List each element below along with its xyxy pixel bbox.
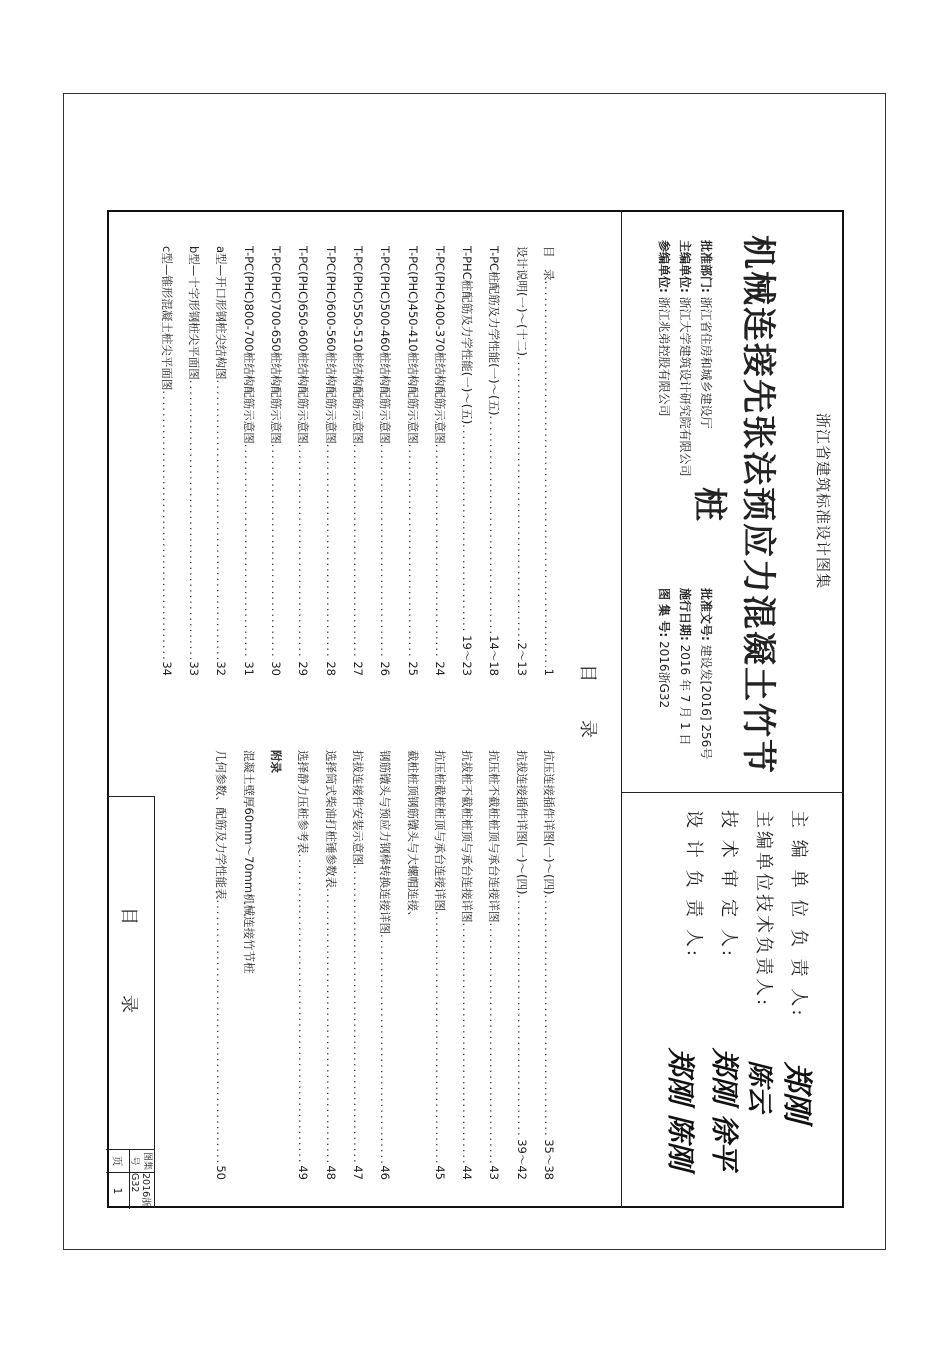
- dot-leader: [371, 934, 398, 1163]
- toc-entry-page: 43: [487, 1165, 502, 1180]
- dot-leader: [453, 424, 480, 633]
- toc-entry-title: a型—开口形钢桩尖结构图: [214, 246, 229, 380]
- dot-leader: [180, 380, 207, 660]
- toc-entry-page: 25: [405, 661, 420, 676]
- toc-entry-page: 35～38: [542, 1139, 556, 1180]
- toc-entry-title: 抗压桩截桩桩顶与承台连接详图: [432, 750, 447, 911]
- doc-no: 建设发[2016] 256号: [699, 644, 713, 760]
- toc-entry-title: T-PHC桩配筋及力学性能(一)～(五): [460, 246, 475, 425]
- toc-entry-page: 14～18: [487, 635, 502, 676]
- dot-leader: [507, 894, 534, 1137]
- technical-head-label: 主编单位技术负责人:: [753, 810, 774, 1009]
- dot-leader: [398, 444, 425, 660]
- toc-area: [107, 210, 622, 1208]
- design-lead-label: 设 计 负 责 人:: [683, 810, 704, 959]
- toc-entry-page: 29: [296, 661, 311, 676]
- toc-entry: [180, 246, 207, 676]
- toc-entry: [234, 246, 261, 676]
- toc-entry-title: 目 录: [542, 246, 556, 281]
- signature-3: 郑刚 徐平: [708, 1048, 741, 1170]
- editor-label: 主编单位:: [678, 240, 692, 293]
- toc-entry-title: 抗压桩不截桩桩顶与承台连接详图: [487, 750, 502, 923]
- toc-entry-title: c型—锥形混凝土桩尖平面图: [159, 246, 174, 391]
- toc-entry-page: 24: [432, 661, 447, 676]
- toc-entry-title: T-PC(PHC)800-700桩结构配筋示意图: [241, 246, 256, 444]
- toc-entry-page: 32: [214, 661, 229, 676]
- signature-2: 陈云: [744, 1060, 774, 1113]
- dot-leader: [289, 444, 316, 660]
- title-block: [107, 796, 155, 1208]
- dot-leader: [535, 894, 562, 1137]
- toc-entry-title: 附录: [269, 750, 284, 773]
- toc-entry-page: 50: [214, 1165, 229, 1180]
- toc-entry-title: 几何参数、配筋及力学性能表: [214, 750, 229, 900]
- toc-entry-title: b型—十字形钢桩尖平面图: [187, 246, 202, 380]
- toc-entry-page: 46: [378, 1165, 393, 1180]
- toc-entry-page: 2～13: [514, 642, 529, 676]
- atlas-no-cell: 2016浙G32: [130, 1172, 154, 1209]
- toc-entry: [507, 750, 534, 1180]
- toc-entry: [289, 246, 316, 676]
- toc-entry-title: 设计说明(一)～(十二): [514, 246, 529, 356]
- toc-entry: [398, 246, 425, 676]
- toc-entry-page: [262, 1178, 289, 1180]
- toc-entry-page: 30: [269, 661, 284, 676]
- toc-entry-title: T-PC(PHC)700-650桩结构配筋示意图: [269, 246, 284, 444]
- toc-entry-page: 47: [350, 1165, 365, 1180]
- toc-entry: [426, 246, 453, 676]
- dot-leader: [480, 416, 507, 634]
- toc-entry-page: 45: [432, 1165, 447, 1180]
- toc-entry-page: 34: [159, 661, 174, 676]
- toc-entry: [535, 246, 562, 676]
- toc-entry: [207, 750, 234, 1180]
- toc-entry-title: 选择筒式柴油打桩锤参数表: [323, 750, 338, 888]
- toc-entry-page: 31: [241, 661, 256, 676]
- toc-entry: [316, 750, 343, 1180]
- toc-entry-title: T-PC桩配筋及力学性能(一)～(五): [487, 246, 502, 416]
- signature-4: 郑刚 陈刚: [664, 1048, 697, 1170]
- dot-leader: [207, 900, 234, 1164]
- toc-entry-page: 1: [542, 668, 556, 676]
- toc-entry-page: 19～23: [460, 635, 475, 676]
- doc-no-label: 批准文号:: [699, 588, 713, 641]
- signature-1: 郑刚: [779, 1062, 814, 1122]
- dot-leader: [262, 773, 289, 1178]
- toc-entry: [344, 750, 371, 1180]
- dot-leader: [507, 356, 534, 641]
- dot-leader: [535, 281, 562, 667]
- dot-leader: [398, 923, 425, 1179]
- toc-entry-page: 49: [296, 1165, 311, 1180]
- toc-entry: [507, 246, 534, 676]
- toc-right-column: [207, 750, 562, 1180]
- toc-entry-title: T-PC(PHC)650-600桩结构配筋示意图: [296, 246, 311, 444]
- toc-entry: [344, 246, 371, 676]
- toc-entry-page: 33: [187, 661, 202, 676]
- toc-entry-title: T-PC(PHC)550-510桩结构配筋示意图: [350, 246, 365, 444]
- document-info: [653, 588, 716, 759]
- dot-leader: [453, 923, 480, 1164]
- page-label-cell: 页: [111, 1155, 123, 1167]
- editor: 浙江大学建筑设计研究院有限公司: [678, 296, 692, 477]
- toc-entry: [207, 246, 234, 676]
- toc-entry-title: 抗拔连接件安装示意图: [350, 750, 365, 865]
- atlas-series-title: 浙江省建筑标准设计图集: [814, 412, 832, 589]
- toc-entry-title: 钢筋镦头与预应力钢棒转换连接详图: [378, 750, 393, 934]
- responsible-editor-label: 主 编 单 位 负 责 人:: [788, 810, 809, 1019]
- effective-date-label: 施行日期:: [678, 588, 692, 641]
- dot-leader: [371, 444, 398, 660]
- toc-entry-title: 抗压连接插件详图(一)～(四): [542, 750, 556, 895]
- toc-entry-page: 28: [323, 661, 338, 676]
- toc-entry: [289, 750, 316, 1180]
- dot-leader: [316, 888, 343, 1163]
- dot-leader: [426, 911, 453, 1163]
- participant-label: 参编单位:: [657, 240, 671, 293]
- toc-entry: [453, 246, 480, 676]
- dot-leader: [262, 444, 289, 660]
- atlas-no-label-cell: 图集号: [129, 1151, 152, 1170]
- toc-entry: [398, 750, 425, 1180]
- dot-leader: [207, 380, 234, 660]
- dot-leader: [234, 444, 261, 660]
- approval-dept: 浙江省住房和城乡建设厅: [699, 296, 713, 429]
- toc-entry: [262, 246, 289, 676]
- dot-leader: [234, 974, 261, 1178]
- toc-entry-title: T-PC(PHC)450-410桩结构配筋示意图: [405, 246, 420, 444]
- toc-entry: [153, 246, 180, 676]
- responsibility-list: [676, 810, 816, 1018]
- effective-date: 2016 年 7 月 1 日: [678, 644, 692, 746]
- approval-dept-label: 批准部门:: [699, 240, 713, 293]
- toc-entry: [234, 750, 261, 1180]
- toc-entry: [371, 750, 398, 1180]
- toc-entry: [426, 750, 453, 1180]
- dot-leader: [316, 444, 343, 660]
- toc-entry-title: 抗拔连接插件详图(一)～(四): [514, 750, 529, 895]
- participant: 浙江兆弟控股有限公司: [657, 296, 671, 417]
- toc-entry: [262, 750, 289, 1180]
- toc-entry-page: 48: [323, 1165, 338, 1180]
- toc-entry: [535, 750, 562, 1180]
- page-number-cell: 1: [106, 1172, 129, 1209]
- main-title: 机械连接先张法预应力混凝土竹节桩: [689, 235, 778, 775]
- atlas-no-label: 图 集 号:: [657, 588, 671, 638]
- toc-entry-page: 26: [378, 661, 393, 676]
- toc-left-column: [153, 246, 562, 676]
- toc-entry-page: 44: [460, 1165, 475, 1180]
- toc-entry-title: 抗拔桩不截桩桩顶与承台连接详图: [460, 750, 475, 923]
- dot-leader: [480, 923, 507, 1164]
- toc-entry-page: [234, 1178, 261, 1180]
- toc-entry: [453, 750, 480, 1180]
- dot-leader: [289, 854, 316, 1164]
- dot-leader: [426, 444, 453, 660]
- toc-entry-page: 39～42: [514, 1139, 529, 1180]
- toc-entry: [371, 246, 398, 676]
- toc-entry: [480, 246, 507, 676]
- toc-entry: [480, 750, 507, 1180]
- toc-heading: 目 录: [577, 664, 598, 754]
- tech-reviewer-label: 技 术 审 定 人:: [718, 810, 739, 959]
- dot-leader: [344, 444, 371, 660]
- toc-entry-title: T-PC(PHC)400-370桩结构配筋示意图: [432, 246, 447, 444]
- title-block-cells: [106, 1150, 154, 1209]
- toc-entry-title: T-PC(PHC)600-560桩结构配筋示意图: [323, 246, 338, 444]
- rotated-sheet: [107, 210, 844, 1208]
- header: [622, 210, 844, 1208]
- dot-leader: [344, 865, 371, 1163]
- toc-entry-title: T-PC(PHC)500-460桩结构配筋示意图: [378, 246, 393, 444]
- toc-entry-page: 27: [350, 661, 365, 676]
- approval-info: [653, 240, 716, 477]
- toc-entry-title: 混凝土壁厚60mm～70mm机械连接竹节桩: [241, 750, 256, 974]
- toc-entry: [316, 246, 343, 676]
- dot-leader: [153, 390, 180, 659]
- toc-entry-title: 截桩桩顶钢筋镦头与大螺帽连接、: [405, 750, 420, 923]
- toc-entry-title: 选择静力压桩参考表: [296, 750, 311, 854]
- toc-entry-page: [398, 1178, 425, 1180]
- atlas-no: 2016浙G32: [657, 640, 671, 709]
- sheet-name: 目 录: [106, 797, 154, 1150]
